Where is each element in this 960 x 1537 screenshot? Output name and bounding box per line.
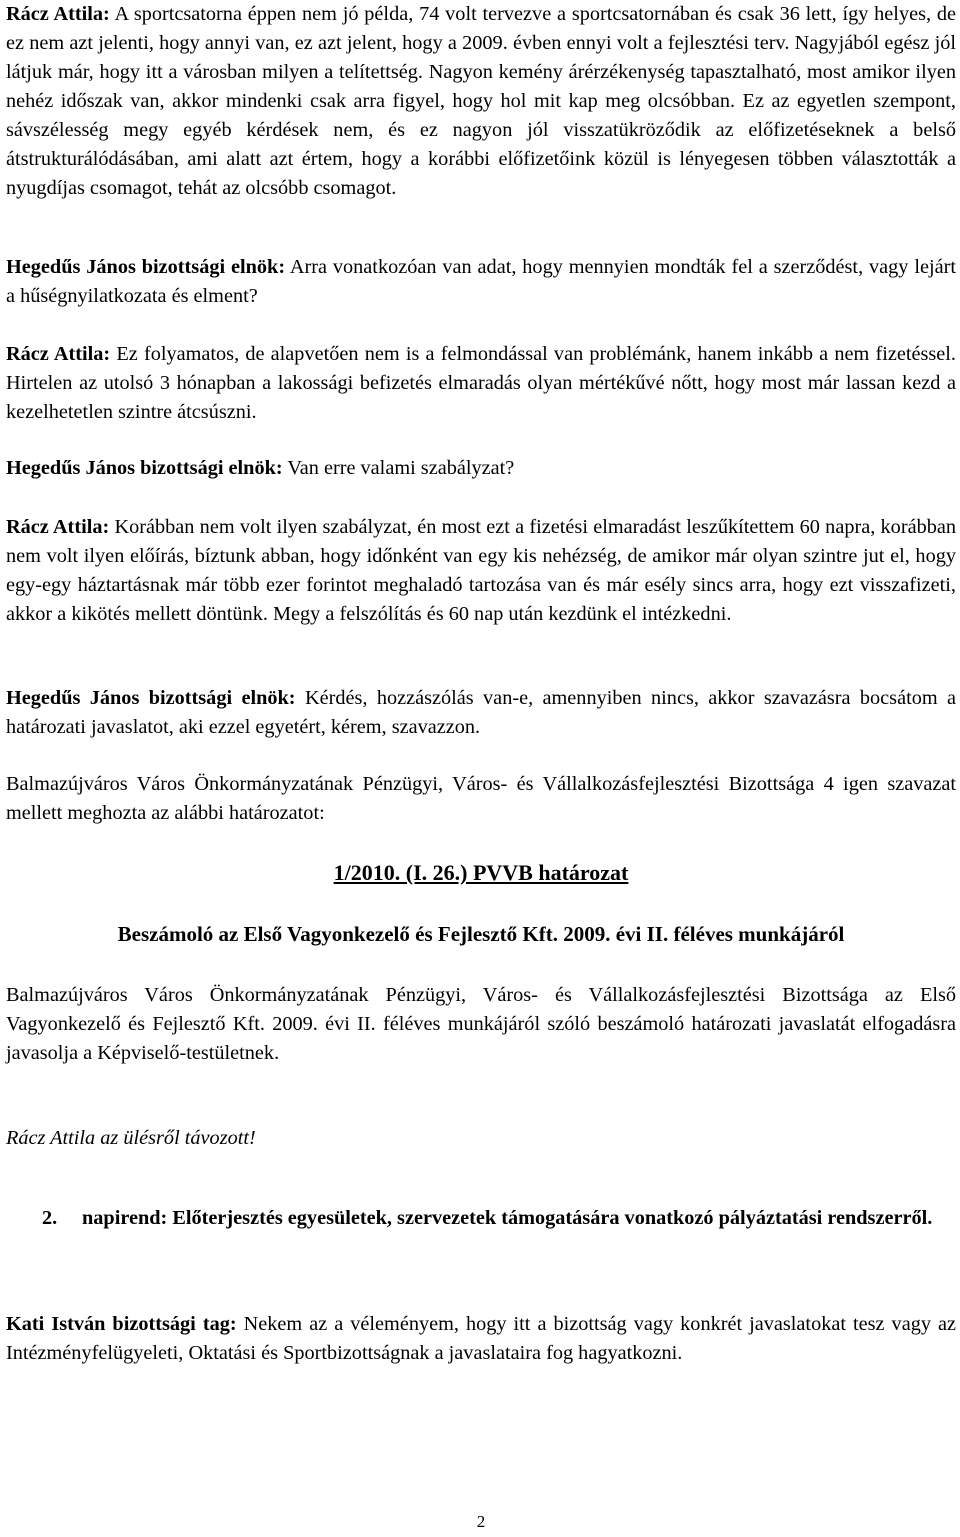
speaker-name: Hegedűs János bizottsági elnök: <box>6 687 296 709</box>
speaker-name: Hegedűs János bizottsági elnök: <box>6 256 286 278</box>
speaker-name: Hegedűs János bizottsági elnök: <box>6 457 283 479</box>
resolution-title: Beszámoló az Első Vagyonkezelő és Fejlesztő Kft. 2009. évi II. féléves munkájáról <box>117 922 845 946</box>
paragraph-kati <box>6 1310 956 1368</box>
resolution-number <box>6 858 956 887</box>
speaker-name: Rácz Attila: <box>6 516 110 538</box>
speaker-name: Rácz Attila: <box>6 343 111 365</box>
speech-text: Kérdés, hozzászólás van-e, amennyiben nincs, akkor szavazásra bocsátom a határozati javaslatot, aki ezzel egyetért, kérem, szavazzon. <box>6 687 957 738</box>
speech-text: Van erre valami szabályzat? <box>282 457 515 479</box>
departure-note: Rácz Attila az ülésről távozott! <box>6 1127 256 1149</box>
resolution-body: Balmazújváros Város Önkormányzatának Pénzügyi, Város- és Vállalkozásfejlesztési Bizottsága az Első Vagyonkezelő és Fejlesztő Kft. 2009. évi II. féléves munkájáról szóló beszámoló határozati javaslatát elfogadásra javasolja a Képviselő-testületnek. <box>6 984 956 1064</box>
speaker-name: Rácz Attila: <box>6 3 110 25</box>
speaker-name: Kati István bizottsági tag: <box>6 1313 237 1335</box>
speech-text: A sportcsatorna éppen nem jó példa, 74 volt tervezve a sportcsatornában és csak 36 lett, így helyes, de ez nem azt jelenti, hogy annyi van, ez azt jelent, hogy a 2009. évben ennyi volt a fejlesztési terv. Nagyjából egész jól látjuk már, hogy itt a városban milyen a telítettség. Nagyon kemény árérzékenység tapasztalható, most amikor ilyen nehéz időszak van, akkor mindenki csak arra figyel, hogy hol mit kap meg olcsóbban. Ez az egyetlen szempont, sávszélesség megy egyéb kérdések nem, és ez nagyon jól visszatükröződik az előfizetéseknek a belső átstrukturálódásában, ami alatt azt értem, hogy a korábbi előfizetőink közül is lényegesen többen választották a nyugdíjas csomagot, tehát az olcsóbb csomagot. <box>6 3 956 199</box>
vote-result-paragraph: Balmazújváros Város Önkormányzatának Pénzügyi, Város- és Vállalkozásfejlesztési Bizottsága 4 igen szavazat mellett meghozta az alábbi határozatot: <box>6 773 956 824</box>
paragraph-hegedus-3 <box>6 684 956 742</box>
paragraph-hegedus-2 <box>6 454 514 483</box>
paragraph-hegedus-1 <box>6 253 956 311</box>
paragraph-racz-1 <box>6 0 956 203</box>
paragraph-racz-3 <box>6 513 956 629</box>
page-number: 2 <box>476 1512 486 1531</box>
agenda-number: 2. <box>42 1207 58 1229</box>
speech-text: Arra vonatkozóan van adat, hogy mennyien mondták fel a szerződést, vagy lejárt a hűségnyilatkozata és elment? <box>6 256 956 307</box>
speech-text: Ez folyamatos, de alapvetően nem is a felmondással van problémánk, hanem inkább a nem fizetéssel. Hirtelen az utolsó 3 hónapban a lakossági befizetés elmaradás olyan mértékűvé nőtt, hogy most már lassan kezd a kezelhetetlen szintre átcsúszni. <box>6 343 956 423</box>
resolution-number-text: 1/2010. (I. 26.) PVVB határozat <box>333 860 629 885</box>
speech-text: Nekem az a véleményem, hogy itt a bizottság vagy konkrét javaslatokat tesz vagy az Intézményfelügyeleti, Oktatási és Sportbizottságnak a javaslataira fog hagyatkozni. <box>6 1313 956 1364</box>
paragraph-racz-2 <box>6 340 956 427</box>
agenda-text: napirend: Előterjesztés egyesületek, szervezetek támogatására vonatkozó pályáztatási rendszerről. <box>82 1207 933 1229</box>
speech-text: Korábban nem volt ilyen szabályzat, én most ezt a fizetési elmaradást leszűkítettem 60 napra, korábban nem volt ilyen előírás, bíztunk abban, hogy időnként van egy kis nehézség, de amikor már olyan szintre jut el, hogy egy-egy háztartásnak már több ezer forintot meghaladó tartozása van és már esély sincs arra, hogy ezt visszafizeti, akkor a kikötés mellett döntünk. Megy a felszólítás és 60 nap után kezdünk el intézkedni. <box>6 516 956 625</box>
agenda-item <box>42 1204 956 1233</box>
